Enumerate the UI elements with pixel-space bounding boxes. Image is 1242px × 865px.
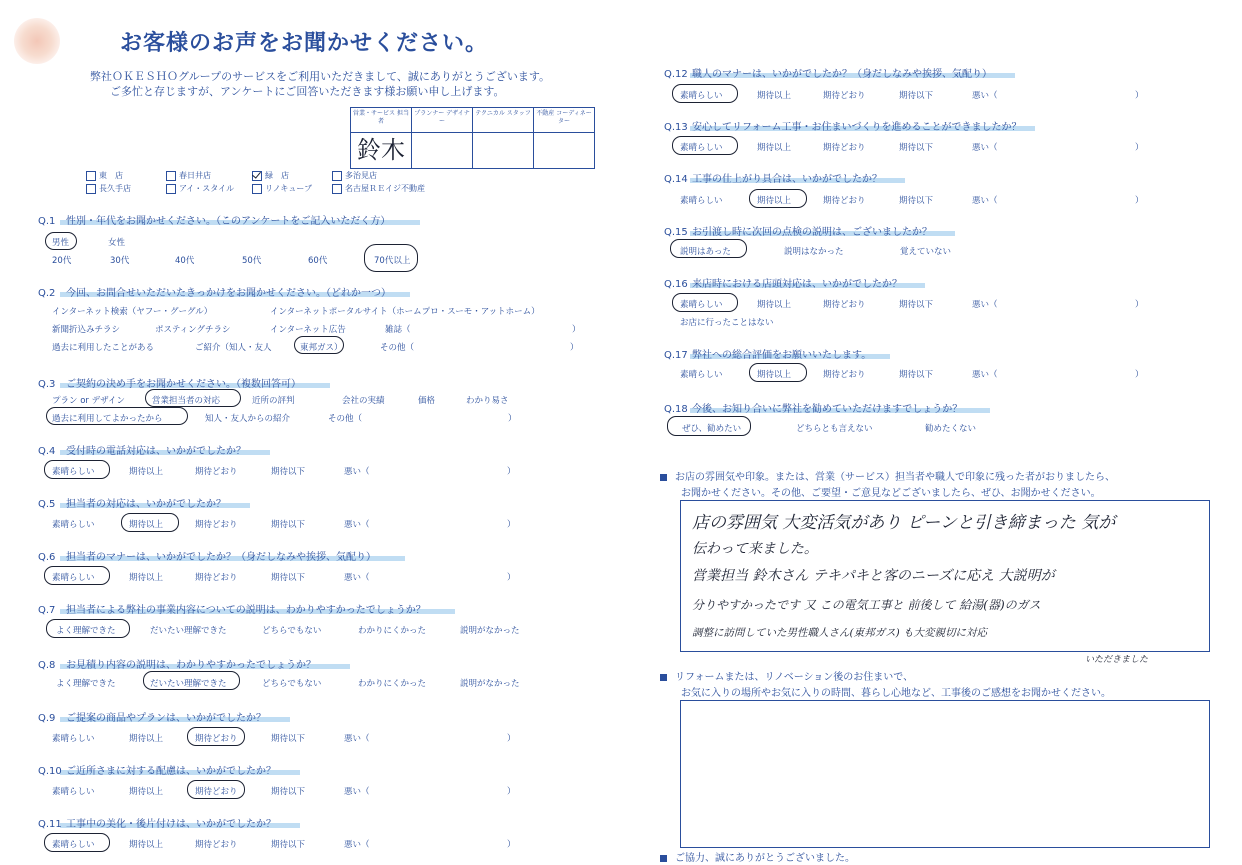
q14-rating-option-6: ） [1135,196,1144,206]
sales-staff-name: 鈴木 [357,136,405,164]
store-row-1: 東 店 春日井店 緑 店 多治見店 [86,170,377,181]
q15-option-2[interactable]: 説明はなかった [784,247,844,257]
checkbox[interactable] [86,171,96,181]
option-plan-design[interactable]: プラン or デザイン [52,396,126,406]
q13-rating-option-6: ） [1135,143,1144,153]
q14-rating-option-4[interactable]: 期待以下 [899,196,934,206]
q11-rating-option-1[interactable]: 素晴らしい [52,840,95,850]
option-net-ad[interactable]: インターネット広告 [270,325,346,335]
q8-option-2[interactable]: だいたい理解できた [150,679,227,689]
question-q8: Q.8 お見積り内容の説明は、わかりやすかったでしょうか？ [38,660,316,671]
q16-rating-option-2[interactable]: 期待以上 [757,300,792,310]
q8-option-4[interactable]: わかりにくかった [358,679,427,689]
q5-rating-option-5[interactable]: 悪い（ [344,520,370,530]
q13-rating-option-2[interactable]: 期待以上 [757,143,792,153]
q14-rating-option-5[interactable]: 悪い（ [972,196,998,206]
q5-rating-option-4[interactable]: 期待以下 [271,520,306,530]
checkbox[interactable] [166,184,176,194]
q17-rating-option-4[interactable]: 期待以下 [899,370,934,380]
q12-answer-circle [672,84,738,103]
intro-line-2: ご多忙と存じますが、アンケートにご回答いただきます様お願い申し上げます。 [110,85,505,98]
q11-rating-option-5[interactable]: 悪い（ [344,840,370,850]
q6-rating-option-1[interactable]: 素晴らしい [52,573,95,583]
survey-title: お客様のお声をお聞かせください。 [120,31,489,56]
handwriting-line-4: 分りやすかったです 又 この電気工事と 前後して 給湯(器)のガス [692,598,1041,612]
q18-option-2[interactable]: どちらとも言えない [796,424,873,434]
question-q11: Q.11 工事中の美化・後片付けは、いかがでしたか？ [38,819,276,830]
q14-rating-option-3[interactable]: 期待どおり [823,196,866,206]
staff-header-planner: プランナー デザイナー [412,108,473,133]
q5-rating-option-1[interactable]: 素晴らしい [52,520,95,530]
q10-answer-circle [187,780,245,799]
q14-answer-circle [749,189,807,208]
question-q9: Q.9 ご提案の商品やプランは、いかがでしたか？ [38,713,266,724]
comment-1-subheading: お聞かせください。その他、ご要望・ご意見などございましたら、ぜひ、お聞かせください。 [681,488,1101,499]
option-50s[interactable]: 50代 [242,256,262,266]
q14-rating-option-1[interactable]: 素晴らしい [680,196,723,206]
q18-option-3[interactable]: 勧めたくない [925,424,977,434]
handwriting-line-5: 調整に訪問していた男性職人さん(東邦ガス) も大変親切に対応 [692,627,988,639]
q10-rating-option-1[interactable]: 素晴らしい [52,787,95,797]
q17-rating-option-1[interactable]: 素晴らしい [680,370,723,380]
option-referral-name[interactable]: 東邦ガス） [300,343,343,353]
store-row-2: 長久手店 アイ・スタイル リノキューブ 名古屋ＲＥイジ不動産 [86,183,425,194]
q7-option-2[interactable]: だいたい理解できた [150,626,227,636]
q11-rating-option-4[interactable]: 期待以下 [271,840,306,850]
q4-rating-option-6: ） [507,467,516,477]
option-q3-other[interactable]: その他（ [328,414,363,424]
question-q14: Q.14 工事の仕上がり具合は、いかがでしたか？ [664,174,882,185]
question-q17: Q.17 弊社への総合評価をお願いいたします。 [664,350,872,361]
q6-rating-option-4[interactable]: 期待以下 [271,573,306,583]
option-20s[interactable]: 20代 [52,256,72,266]
q16-option-never[interactable]: お店に行ったことはない [680,318,774,328]
question-q3: Q.3 ご契約の決め手をお聞かせください。（複数回答可） [38,379,301,390]
option-30s[interactable]: 30代 [110,256,130,266]
q13-rating-option-5[interactable]: 悪い（ [972,143,998,153]
comment-1-heading: お店の雰囲気や印象。または、営業（サービス）担当者や職人で印象に残った者がおりましたら、 [660,468,1115,483]
q12-rating-option-6: ） [1135,91,1144,101]
q11-rating-option-2[interactable]: 期待以上 [129,840,164,850]
option-female[interactable]: 女性 [108,238,126,248]
staff-header-sales: 営業・サービス 担当者 [351,108,412,133]
checkbox[interactable] [332,171,342,181]
q5-rating-option-3[interactable]: 期待どおり [195,520,238,530]
comment-2-subheading: お気に入りの場所やお気に入りの時間、暮らし心地など、工事後のご感想をお聞かせください。 [681,688,1111,699]
checkbox[interactable] [166,171,176,181]
q17-rating-option-6: ） [1135,370,1144,380]
q8-option-5[interactable]: 説明がなかった [460,679,520,689]
handwriting-line-1: 店の雰囲気 大変活気があり ピーンと引き締まった 気が [692,513,1116,533]
comment-2-heading: リフォームまたは、リノベーション後のお住まいで、 [660,668,913,683]
question-q7: Q.7 担当者による弊社の事業内容についての説明は、わかりやすかったでしょうか？ [38,605,426,616]
handwriting-line-3: 営業担当 鈴木さん テキパキと客のニーズに応え 大説明が [692,568,1055,584]
q16-rating-option-1[interactable]: 素晴らしい [680,300,723,310]
q4-rating-option-2[interactable]: 期待以上 [129,467,164,477]
q7-option-1[interactable]: よく理解できた [56,626,116,636]
q17-rating-option-3[interactable]: 期待どおり [823,370,866,380]
staff-table [350,107,595,169]
q7-option-4[interactable]: わかりにくかった [358,626,427,636]
q12-rating-option-4[interactable]: 期待以下 [899,91,934,101]
company-seal [14,18,60,64]
q18-option-1[interactable]: ぜひ、勧めたい [682,424,742,434]
q10-rating-option-4[interactable]: 期待以下 [271,787,306,797]
option-newspaper[interactable]: 新聞折込みチラシ [52,325,121,335]
q6-answer-circle [44,566,110,585]
q9-rating-option-6: ） [507,734,516,744]
option-70s-plus[interactable]: 70代以上 [374,256,411,266]
option-sales-response[interactable]: 営業担当者の対応 [152,396,221,406]
q16-rating-option-5[interactable]: 悪い（ [972,300,998,310]
option-60s[interactable]: 60代 [308,256,328,266]
q16-rating-option-6: ） [1135,300,1144,310]
option-magazine[interactable]: 雑誌（ [385,325,411,335]
q13-rating-option-3[interactable]: 期待どおり [823,143,866,153]
comment-2-box[interactable] [680,700,1210,848]
question-q15: Q.15 お引渡し時に次回の点検の説明は、ございましたか？ [664,227,932,238]
option-40s[interactable]: 40代 [175,256,195,266]
checkbox[interactable] [332,184,342,194]
q16-answer-circle [672,293,738,312]
q9-rating-option-5[interactable]: 悪い（ [344,734,370,744]
q12-rating-option-1[interactable]: 素晴らしい [680,91,723,101]
closing-message: ご協力、誠にありがとうございました。 [660,849,855,864]
q12-rating-option-5[interactable]: 悪い（ [972,91,998,101]
q15-option-3[interactable]: 覚えていない [900,247,952,257]
q11-rating-option-6: ） [507,840,516,850]
question-q6: Q.6 担当者のマナーは、いかがでしたか？（身だしなみや挨拶、気配り） [38,552,376,563]
q13-rating-option-1[interactable]: 素晴らしい [680,143,723,153]
q16-rating-option-4[interactable]: 期待以下 [899,300,934,310]
q9-answer-circle [187,727,245,746]
q17-rating-option-2[interactable]: 期待以上 [757,370,792,380]
checkbox[interactable] [252,184,262,194]
handwriting-line-2: 伝わって来ました。 [692,541,818,557]
q7-option-3[interactable]: どちらでもない [262,626,322,636]
question-q4: Q.4 受付時の電話対応は、いかがでしたか？ [38,446,246,457]
staff-header-realestate: 不動産 コーディネーター [534,108,595,133]
q4-rating-option-4[interactable]: 期待以下 [271,467,306,477]
option-acquaintance[interactable]: 知人・友人からの紹介 [205,414,291,424]
q6-rating-option-6: ） [507,573,516,583]
option-track-record[interactable]: 会社の実績 [342,396,385,406]
option-male[interactable]: 男性 [52,238,70,248]
q16-rating-option-3[interactable]: 期待どおり [823,300,866,310]
question-q18: Q.18 今後、お知り合いに弊社を勧めていただけますでしょうか？ [664,404,963,415]
q7-option-5[interactable]: 説明がなかった [460,626,520,636]
checkbox[interactable] [86,184,96,194]
q17-answer-circle [749,363,807,382]
q5-rating-option-6: ） [507,520,516,530]
q15-option-1[interactable]: 説明はあった [680,247,731,257]
q6-rating-option-5[interactable]: 悪い（ [344,573,370,583]
q9-rating-option-1[interactable]: 素晴らしい [52,734,95,744]
option-net-search[interactable]: インターネット検索（ヤフー・グーグル） [52,307,213,317]
staff-header-technical: テクニカル スタッフ [473,108,534,133]
q12-rating-option-3[interactable]: 期待どおり [823,91,866,101]
option-clarity[interactable]: わかり易さ [466,396,509,406]
option-reputation[interactable]: 近所の評判 [252,396,295,406]
option-referral[interactable]: ご紹介（知人・友人 [195,343,272,353]
q5-answer-circle [121,513,179,532]
q17-rating-option-5[interactable]: 悪い（ [972,370,998,380]
q11-answer-circle [44,833,110,852]
q4-rating-option-3[interactable]: 期待どおり [195,467,238,477]
q4-rating-option-5[interactable]: 悪い（ [344,467,370,477]
q8-option-1[interactable]: よく理解できた [56,679,116,689]
q5-rating-option-2[interactable]: 期待以上 [129,520,164,530]
option-past-good[interactable]: 過去に利用してよかったから [52,414,163,424]
question-q5: Q.5 担当者の対応は、いかがでしたか？ [38,499,226,510]
q13-answer-circle [672,136,738,155]
question-q13: Q.13 安心してリフォーム工事・お住まいづくりを進めることができましたか？ [664,122,1022,133]
q4-rating-option-1[interactable]: 素晴らしい [52,467,95,477]
q9-rating-option-3[interactable]: 期待どおり [195,734,238,744]
question-q16: Q.16 来店時における店頭対応は、いかがでしたか？ [664,279,902,290]
option-price[interactable]: 価格 [418,396,436,406]
question-q12: Q.12 職人のマナーは、いかがでしたか？（身だしなみや挨拶、気配り） [664,69,992,80]
intro-line-1: 弊社ＯＫＥＳＨＯグループのサービスをご利用いただきまして、誠にありがとうございます。 [90,70,551,83]
q10-rating-option-6: ） [507,787,516,797]
q6-rating-option-2[interactable]: 期待以上 [129,573,164,583]
question-q2: Q.2 今回、お問合せいただいたきっかけをお聞かせください。（どれか一つ） [38,288,391,299]
option-net-portal[interactable]: インターネットポータルサイト（ホームプロ・スーモ・アットホーム） [270,307,540,317]
q13-rating-option-4[interactable]: 期待以下 [899,143,934,153]
q8-option-3[interactable]: どちらでもない [262,679,322,689]
q11-rating-option-3[interactable]: 期待どおり [195,840,238,850]
q4-answer-circle [44,460,110,479]
q10-rating-option-3[interactable]: 期待どおり [195,787,238,797]
handwriting-line-6: いただきました [1085,655,1149,665]
q10-rating-option-2[interactable]: 期待以上 [129,787,164,797]
q10-rating-option-5[interactable]: 悪い（ [344,787,370,797]
q9-rating-option-4[interactable]: 期待以下 [271,734,306,744]
question-q10: Q.10 ご近所さまに対する配慮は、いかがでしたか？ [38,766,276,777]
q9-rating-option-2[interactable]: 期待以上 [129,734,164,744]
q14-rating-option-2[interactable]: 期待以上 [757,196,792,206]
q12-rating-option-2[interactable]: 期待以上 [757,91,792,101]
option-past-use[interactable]: 過去に利用したことがある [52,343,155,353]
question-q1: Q.1 性別・年代をお聞かせください。（このアンケートをご記入いただく方） [38,216,391,227]
q6-rating-option-3[interactable]: 期待どおり [195,573,238,583]
option-other[interactable]: その他（ [380,343,415,353]
option-posting[interactable]: ポスティングチラシ [155,325,231,335]
checkbox-checked[interactable] [252,171,262,181]
